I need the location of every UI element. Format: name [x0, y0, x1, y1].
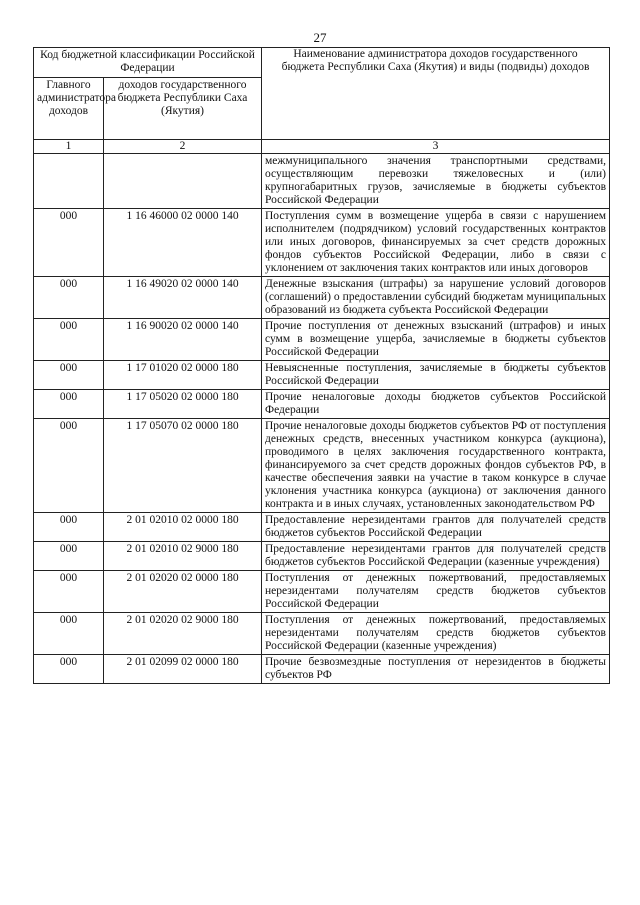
revenue-name-cell: Поступления от денежных пожертвований, предоставляемых нерезидентами получателям средств бюджетов субъектов Российской Федерации	[262, 571, 610, 613]
revenue-code-cell: 1 17 01020 02 0000 180	[104, 361, 262, 390]
table-body	[34, 154, 610, 684]
revenue-code-cell: 2 01 02010 02 9000 180	[104, 542, 262, 571]
table-row	[34, 542, 610, 571]
page-number: 27	[313, 30, 327, 45]
table-row	[34, 361, 610, 390]
revenue-code-cell: 2 01 02099 02 0000 180	[104, 655, 262, 684]
admin-code-cell: 000	[34, 419, 104, 513]
column-number: 3	[262, 140, 610, 154]
revenue-name-cell: Прочие неналоговые доходы бюджетов субъектов Российской Федерации	[262, 390, 610, 419]
table-row	[34, 655, 610, 684]
admin-code-cell: 000	[34, 390, 104, 419]
revenue-name-cell: Прочие безвозмездные поступления от нерезидентов в бюджеты субъектов РФ	[262, 655, 610, 684]
revenue-code-cell: 2 01 02020 02 9000 180	[104, 613, 262, 655]
revenue-name-cell: Прочие неналоговые доходы бюджетов субъектов РФ от поступления денежных средств, внесенных участником конкурса (аукциона), проводимого в целях заключения государственного контракта, финансируемого за счет средств дорожных фондов субъектов РФ, в качестве обеспечения заявки на участие в таком конкурсе в случае уклонения участника конкурса (аукциона) от заключения данного контракта и в иных случаях, установленных законодательством РФ	[262, 419, 610, 513]
revenue-code-cell: 1 17 05020 02 0000 180	[104, 390, 262, 419]
table-row	[34, 571, 610, 613]
revenue-code-cell	[104, 154, 262, 209]
column-number: 1	[34, 140, 104, 154]
admin-code-cell: 000	[34, 513, 104, 542]
admin-code-cell: 000	[34, 613, 104, 655]
revenue-code-cell: 1 16 49020 02 0000 140	[104, 277, 262, 319]
revenue-code-cell: 1 16 46000 02 0000 140	[104, 209, 262, 277]
table-row	[34, 319, 610, 361]
revenue-name-cell: Поступления от денежных пожертвований, предоставляемых нерезидентами получателям средств бюджетов субъектов Российской Федерации (казенные учреждения)	[262, 613, 610, 655]
revenue-code-cell: 2 01 02010 02 0000 180	[104, 513, 262, 542]
admin-code-cell: 000	[34, 571, 104, 613]
admin-code-cell: 000	[34, 319, 104, 361]
header-col-revenue-code: доходов государственного бюджета Республики Саха (Якутия)	[104, 78, 262, 140]
revenue-code-cell: 2 01 02020 02 0000 180	[104, 571, 262, 613]
table-row	[34, 390, 610, 419]
table-row	[34, 154, 610, 209]
column-number: 2	[104, 140, 262, 154]
budget-classification-table	[33, 47, 610, 684]
admin-code-cell: 000	[34, 209, 104, 277]
header-col-admin: Главного администратора доходов	[34, 78, 104, 140]
admin-code-cell: 000	[34, 277, 104, 319]
revenue-name-cell: Поступления сумм в возмещение ущерба в связи с нарушением исполнителем (подрядчиком) условий государственных контрактов или иных договоров, финансируемых за счет средств дорожных фондов субъектов Российской Федерации, либо в связи с уклонением от заключения таких контрактов или иных договоров	[262, 209, 610, 277]
revenue-code-cell: 1 17 05070 02 0000 180	[104, 419, 262, 513]
table-row	[34, 419, 610, 513]
table-row	[34, 277, 610, 319]
header-col-name: Наименование администратора доходов государственного бюджета Республики Саха (Якутия) и виды (подвиды) доходов	[262, 48, 610, 140]
revenue-name-cell: Денежные взыскания (штрафы) за нарушение условий договоров (соглашений) о предоставлении субсидий бюджетам муниципальных образований из бюджета субъекта Российской Федерации	[262, 277, 610, 319]
header-group-classification-code: Код бюджетной классификации Российской Федерации	[34, 48, 262, 78]
revenue-name-cell: Прочие поступления от денежных взысканий (штрафов) и иных сумм в возмещение ущерба, зачисляемые в бюджеты субъектов Российской Федерации	[262, 319, 610, 361]
admin-code-cell	[34, 154, 104, 209]
table-row	[34, 613, 610, 655]
admin-code-cell: 000	[34, 655, 104, 684]
table-row	[34, 209, 610, 277]
revenue-name-cell: Предоставление нерезидентами грантов для получателей средств бюджетов субъектов Российской Федерации (казенные учреждения)	[262, 542, 610, 571]
admin-code-cell: 000	[34, 361, 104, 390]
admin-code-cell: 000	[34, 542, 104, 571]
revenue-name-cell: Невыясненные поступления, зачисляемые в бюджеты субъектов Российской Федерации	[262, 361, 610, 390]
revenue-name-cell: Предоставление нерезидентами грантов для получателей средств бюджетов субъектов Российской Федерации	[262, 513, 610, 542]
revenue-code-cell: 1 16 90020 02 0000 140	[104, 319, 262, 361]
revenue-name-cell: межмуниципального значения транспортными средствами, осуществляющим перевозки тяжеловесных и (или) крупногабаритных грузов, зачисляемые в бюджеты субъектов Российской Федерации	[262, 154, 610, 209]
table-row	[34, 513, 610, 542]
